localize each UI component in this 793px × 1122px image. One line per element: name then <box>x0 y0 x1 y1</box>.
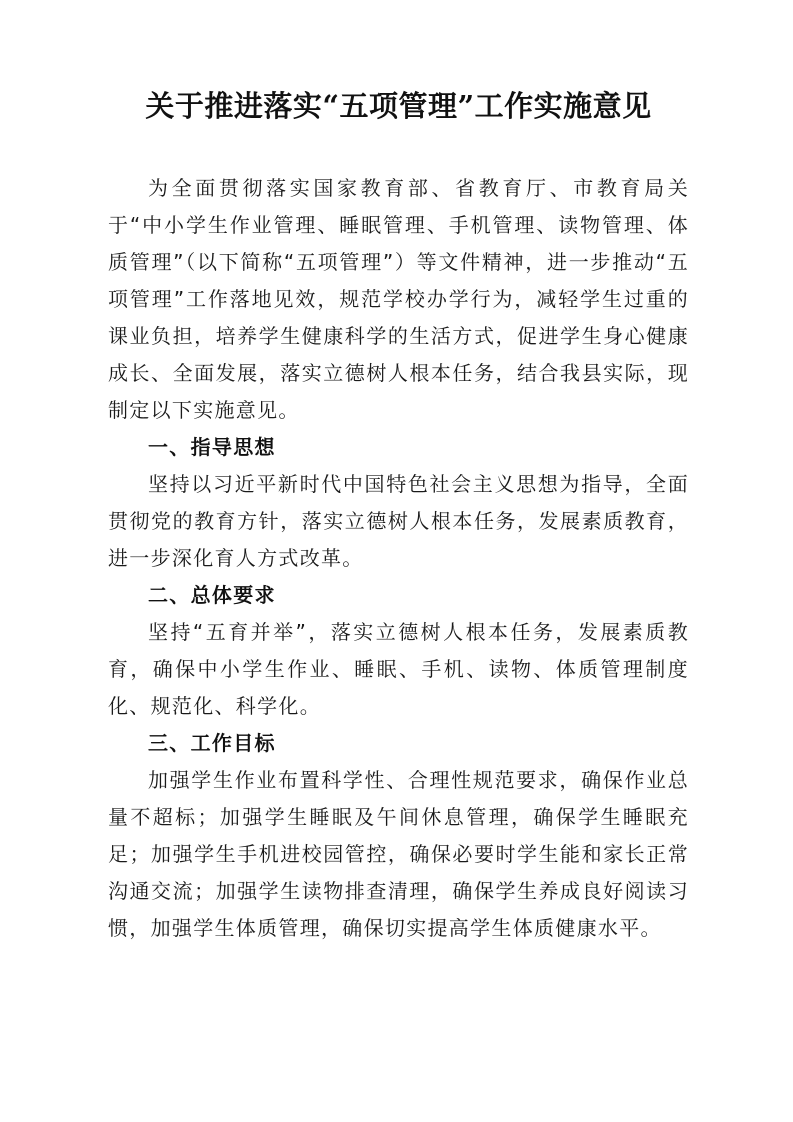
section-body-general-requirements: 坚持“五育并举”，落实立德树人根本任务，发展素质教育，确保中小学生作业、睡眠、手机、读物、体质管理制度化、规范化、科学化。 <box>108 620 689 718</box>
section-heading-guiding-ideology: 一、指导思想 <box>148 435 276 459</box>
section-body-work-goals: 加强学生作业布置科学性、合理性规范要求，确保作业总量不超标；加强学生睡眠及午间休息管理，确保学生睡眠充足；加强学生手机进校园管控，确保必要时学生能和家长正常沟通交流；加强学生读物排查清理，确保学生养成良好阅读习惯，加强学生体质管理，确保切实提高学生体质健康水平。 <box>108 768 689 940</box>
intro-paragraph: 为全面贯彻落实国家教育部、省教育厅、市教育局关于“中小学生作业管理、睡眠管理、手机管理、读物管理、体质管理”（以下简称“五项管理”）等文件精神，进一步推动“五项管理”工作落地见效，规范学校办学行为，减轻学生过重的课业负担，培养学生健康科学的生活方式，促进学生身心健康成长、全面发展，落实立德树人根本任务，结合我县实际，现制定以下实施意见。 <box>108 176 689 422</box>
section-body-guiding-ideology: 坚持以习近平新时代中国特色社会主义思想为指导，全面贯彻党的教育方针，落实立德树人根本任务，发展素质教育，进一步深化育人方式改革。 <box>108 472 689 570</box>
document-title: 关于推进落实“五项管理”工作实施意见 <box>145 89 652 123</box>
section-heading-work-goals: 三、工作目标 <box>148 731 276 755</box>
document-body <box>108 170 689 947</box>
section-heading-general-requirements: 二、总体要求 <box>148 583 276 607</box>
